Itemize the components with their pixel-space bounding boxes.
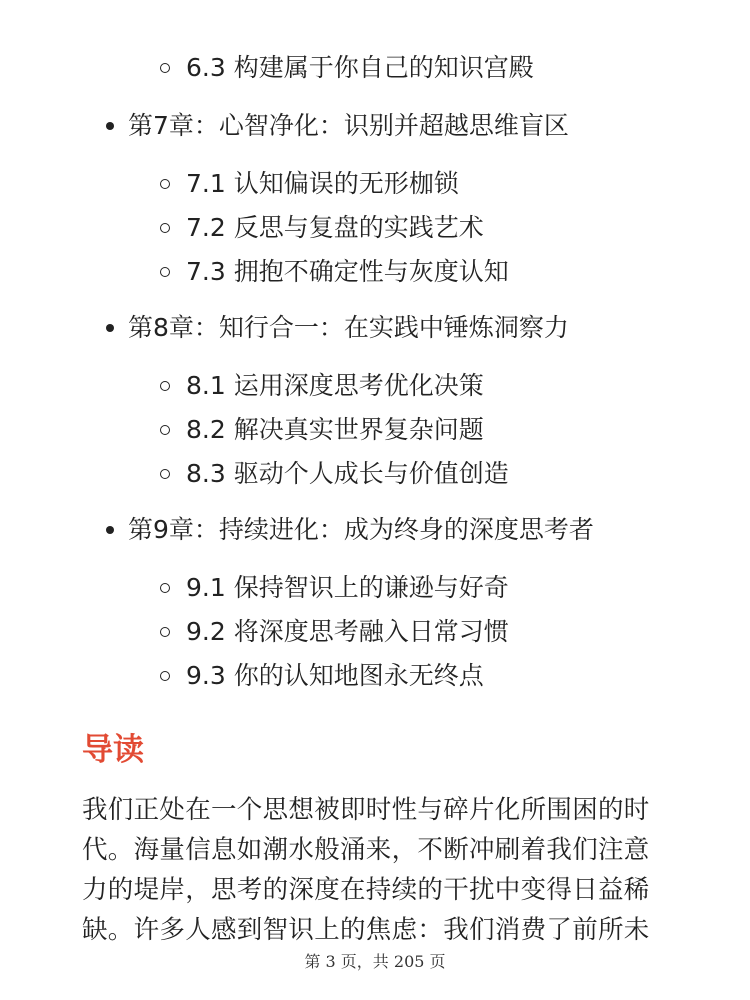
toc-section-label: 9.3 你的认知地图永无终点: [186, 661, 484, 690]
paragraph-line: 缺。许多人感到智识上的焦虑：我们消费了前所未: [82, 915, 650, 945]
toc-section-label: 8.1 运用深度思考优化决策: [186, 371, 484, 400]
hollow-bullet-icon: [160, 223, 170, 233]
toc-section-item[interactable]: [160, 212, 484, 244]
filled-bullet-icon: [106, 324, 114, 332]
hollow-bullet-icon: [160, 627, 170, 637]
hollow-bullet-icon: [160, 583, 170, 593]
toc-section-label: 8.2 解决真实世界复杂问题: [186, 415, 484, 444]
intro-paragraph: [82, 790, 672, 950]
toc-chapter-item[interactable]: [106, 110, 569, 142]
section-heading: 导读: [82, 732, 144, 768]
toc-section-label: 7.3 拥抱不确定性与灰度认知: [186, 257, 509, 286]
toc-chapter-label: 第9章：持续进化：成为终身的深度思考者: [128, 515, 594, 544]
toc-section-item[interactable]: [160, 616, 509, 648]
paragraph-line: 我们正处在一个思想被即时性与碎片化所围困的时: [82, 795, 650, 825]
toc-section-label: 7.1 认知偏误的无形枷锁: [186, 169, 459, 198]
toc-section-item[interactable]: [160, 256, 509, 288]
toc-section-label: 8.3 驱动个人成长与价值创造: [186, 459, 509, 488]
toc-section-label: 9.2 将深度思考融入日常习惯: [186, 617, 509, 646]
hollow-bullet-icon: [160, 381, 170, 391]
filled-bullet-icon: [106, 122, 114, 130]
hollow-bullet-icon: [160, 469, 170, 479]
toc-section-item[interactable]: [160, 572, 509, 604]
page-number-footer: 第 3 页，共 205 页: [304, 952, 446, 971]
hollow-bullet-icon: [160, 267, 170, 277]
toc-chapter-item[interactable]: [106, 514, 594, 546]
toc-section-item[interactable]: [160, 370, 484, 402]
hollow-bullet-icon: [160, 425, 170, 435]
toc-chapter-label: 第8章：知行合一：在实践中锤炼洞察力: [128, 313, 569, 342]
toc-section-item[interactable]: [160, 52, 534, 84]
hollow-bullet-icon: [160, 179, 170, 189]
hollow-bullet-icon: [160, 63, 170, 73]
toc-section-item[interactable]: [160, 414, 484, 446]
toc-section-item[interactable]: [160, 458, 509, 490]
filled-bullet-icon: [106, 526, 114, 534]
paragraph-line: 力的堤岸，思考的深度在持续的干扰中变得日益稀: [82, 875, 650, 905]
toc-section-label: 9.1 保持智识上的谦逊与好奇: [186, 573, 509, 602]
toc-section-item[interactable]: [160, 168, 459, 200]
toc-section-item[interactable]: [160, 660, 484, 692]
paragraph-line: 代。海量信息如潮水般涌来，不断冲刷着我们注意: [82, 835, 650, 865]
hollow-bullet-icon: [160, 671, 170, 681]
toc-section-label: 7.2 反思与复盘的实践艺术: [186, 213, 484, 242]
toc-section-label: 6.3 构建属于你自己的知识宫殿: [186, 53, 534, 82]
toc-chapter-item[interactable]: [106, 312, 569, 344]
toc-chapter-label: 第7章：心智净化：识别并超越思维盲区: [128, 111, 569, 140]
